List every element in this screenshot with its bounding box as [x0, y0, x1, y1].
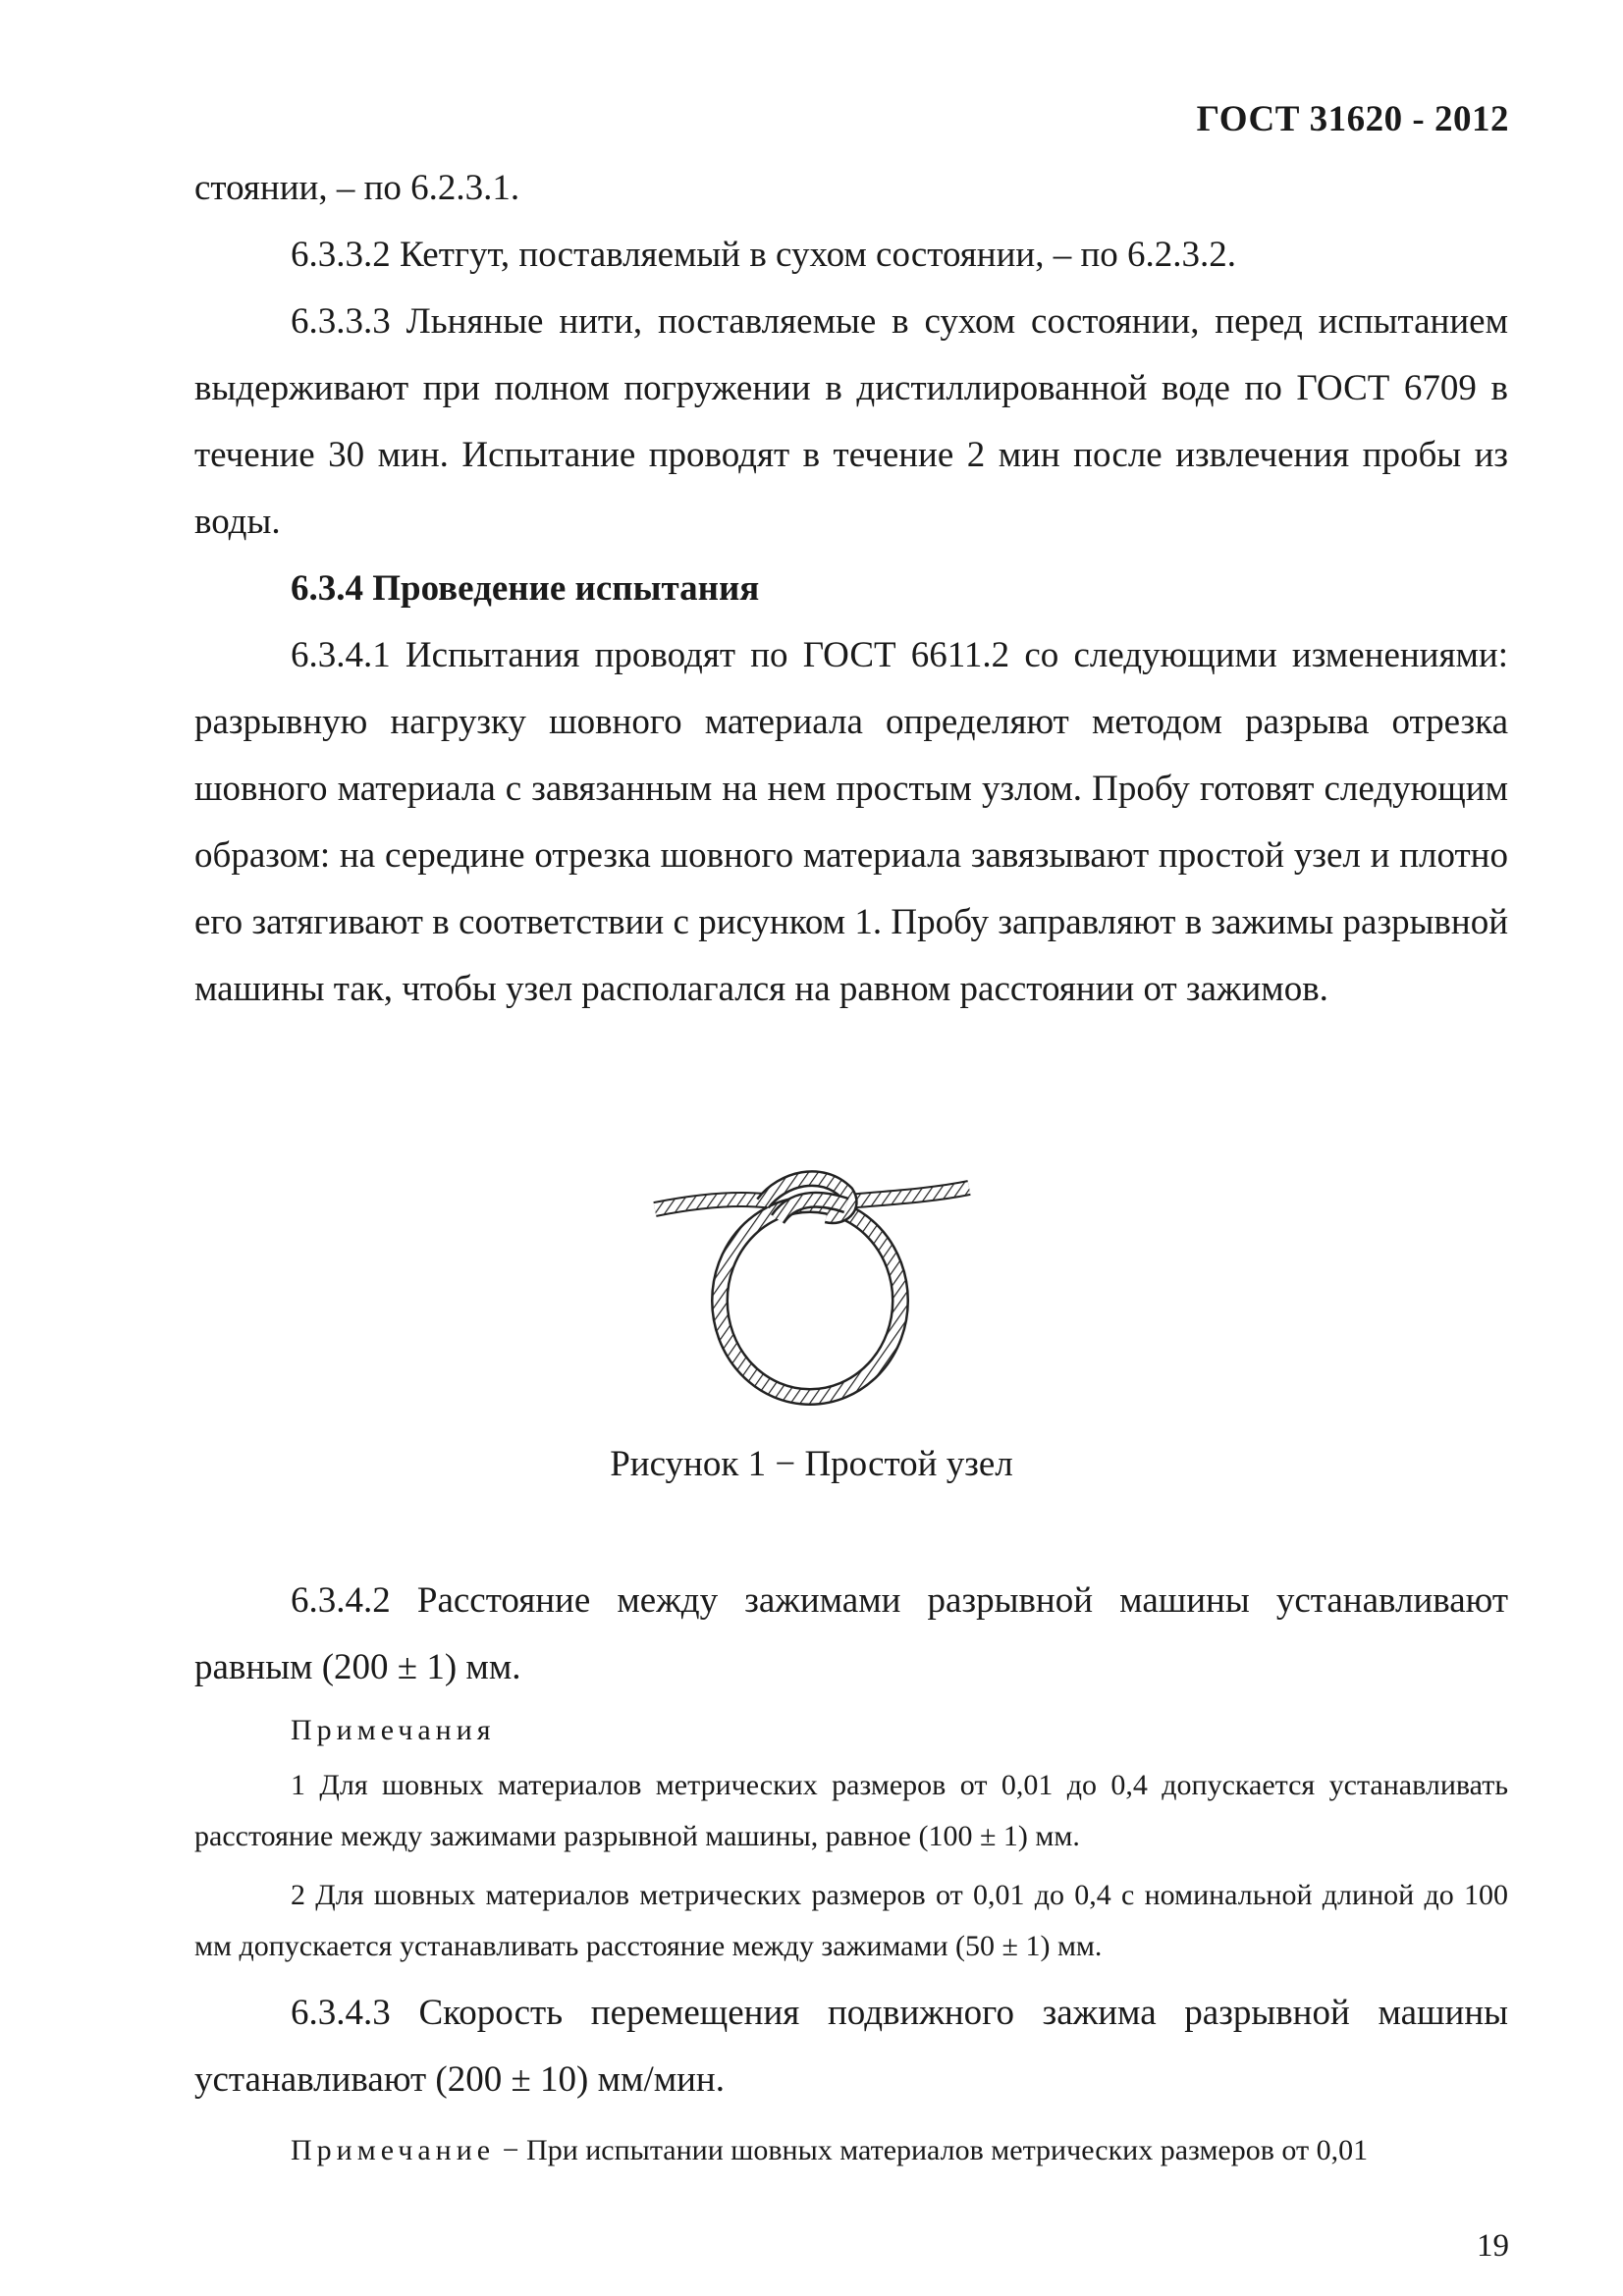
paragraph-continuation: стоянии, – по 6.2.3.1. [194, 168, 520, 208]
paragraph-6-3-3-3: 6.3.3.3 Льняные нити, поставляемые в сухом состоянии, перед испытанием выдерживают при полном погружении в дистиллированной воде по ГОСТ 6709 в течение 30 мин. Испытание проводят в течение 2 мин после извлечения пробы из воды. [194, 301, 1508, 542]
note-1: 1 Для шовных материалов метрических размеров от 0,01 до 0,4 допускается устанавливать расстояние между зажимами разрывной машины, равное (100 ± 1) мм. [194, 1769, 1508, 1852]
bottom-text-block [194, 1568, 1508, 2176]
note-3-label: Примечание [291, 2134, 496, 2166]
paragraph-6-3-4-1: 6.3.4.1 Испытания проводят по ГОСТ 6611.2 со следующими изменениями: разрывную нагрузку шовного материала определяют методом разрыва отрезка шовного материала с завязанным на нем простым узлом. Пробу готовят следующим образом: на середине отрезка шовного материала завязывают простой узел и плотно его затягивают в соответствии с рисунком 1. Пробу заправляют в зажимы разрывной машины так, чтобы узел располагался на равном расстоянии от зажимов. [194, 635, 1508, 1009]
simple-knot-icon [645, 1158, 979, 1414]
page-number: 19 [1477, 2228, 1509, 2264]
standard-header: ГОСТ 31620 - 2012 [1196, 99, 1509, 139]
note-3-text: − При испытании шовных материалов метрических размеров от 0,01 [495, 2134, 1369, 2166]
figure-caption: Рисунок 1 − Простой узел [610, 1444, 1013, 1484]
paragraph-6-3-4-3: 6.3.4.3 Скорость перемещения подвижного зажима разрывной машины устанавливают (200 ± 10) мм/мин. [194, 1993, 1508, 2100]
paragraph-6-3-3-2: 6.3.3.2 Кетгут, поставляемый в сухом состоянии, – по 6.2.3.2. [291, 235, 1236, 275]
knot-figure [0, 1158, 1623, 1418]
top-text-block [194, 155, 1508, 1023]
note-3 [194, 2125, 1508, 2176]
note-2: 2 Для шовных материалов метрических размеров от 0,01 до 0,4 с номинальной длиной до 100 мм допускается устанавливать расстояние между зажимами (50 ± 1) мм. [194, 1879, 1508, 1962]
section-heading-6-3-4: 6.3.4 Проведение испытания [291, 568, 760, 609]
paragraph-6-3-4-2: 6.3.4.2 Расстояние между зажимами разрывной машины устанавливают равным (200 ± 1) мм. [194, 1580, 1508, 1687]
notes-title: Примечания [291, 1714, 496, 1746]
